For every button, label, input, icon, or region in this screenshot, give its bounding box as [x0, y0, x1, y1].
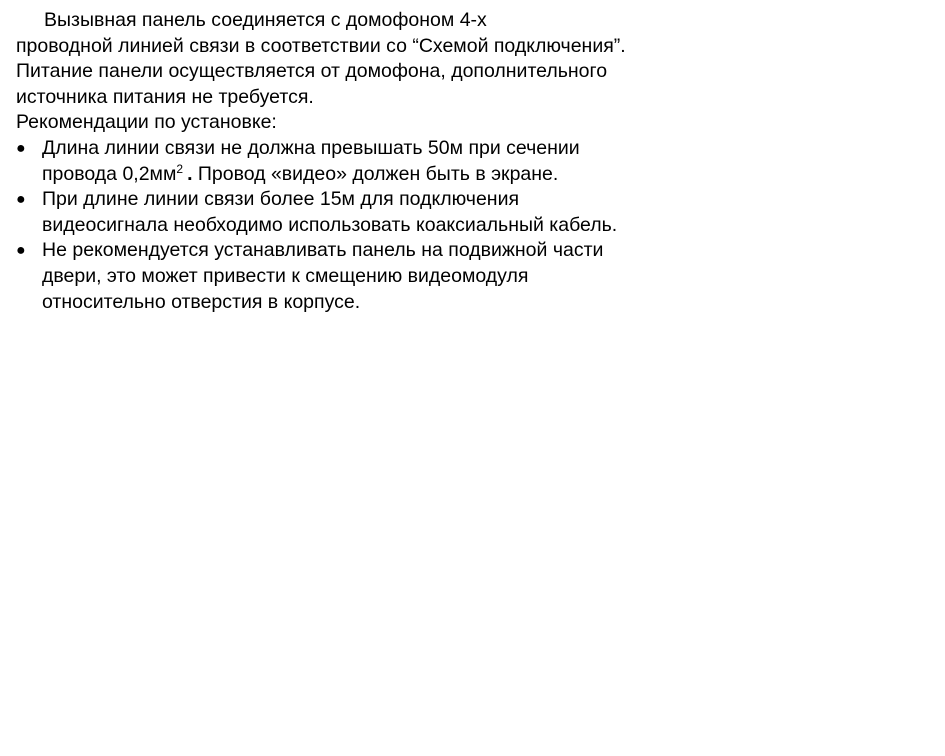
bullet-icon: ● — [16, 191, 26, 209]
recommendations-heading: Рекомендации по установке: — [16, 111, 277, 134]
intro-line-2: проводной линией связи в соответствии со “Схемой подключения”. — [16, 34, 626, 57]
list-item — [16, 136, 916, 187]
item-2-line-1: При длине линии связи более 15м для подключения — [42, 188, 520, 211]
item-1-line-1: Длина линии связи не должна превышать 50м при сечении — [42, 136, 580, 159]
list-item — [16, 187, 916, 238]
item-3-line-3: относительно отверстия в корпусе. — [42, 290, 361, 313]
superscript-2: 2 — [176, 161, 184, 176]
intro-line-3: Питание панели осуществляется от домофона, дополнительного — [16, 60, 608, 83]
item-1-line-2-pre: провода 0,2мм — [42, 162, 177, 185]
item-1-bold-dot: . — [187, 162, 193, 185]
intro-line-4: источника питания не требуется. — [16, 85, 314, 108]
item-2-line-2: видеосигнала необходимо использовать коаксиальный кабель. — [42, 213, 618, 236]
item-3-line-1: Не рекомендуется устанавливать панель на подвижной части — [42, 239, 604, 262]
recommendations-list — [16, 136, 916, 315]
bullet-icon: ● — [16, 242, 26, 260]
item-1-line-2-post: Провод «видео» должен быть в экране. — [192, 162, 559, 185]
document-body — [16, 8, 916, 315]
item-3-line-2: двери, это может привести к смещению видеомодуля — [42, 264, 529, 287]
bullet-icon: ● — [16, 139, 26, 157]
item-1-line-2 — [42, 162, 916, 188]
intro-line-1: Вызывная панель соединяется с домофоном 4-х — [44, 9, 487, 31]
list-item — [16, 238, 916, 315]
